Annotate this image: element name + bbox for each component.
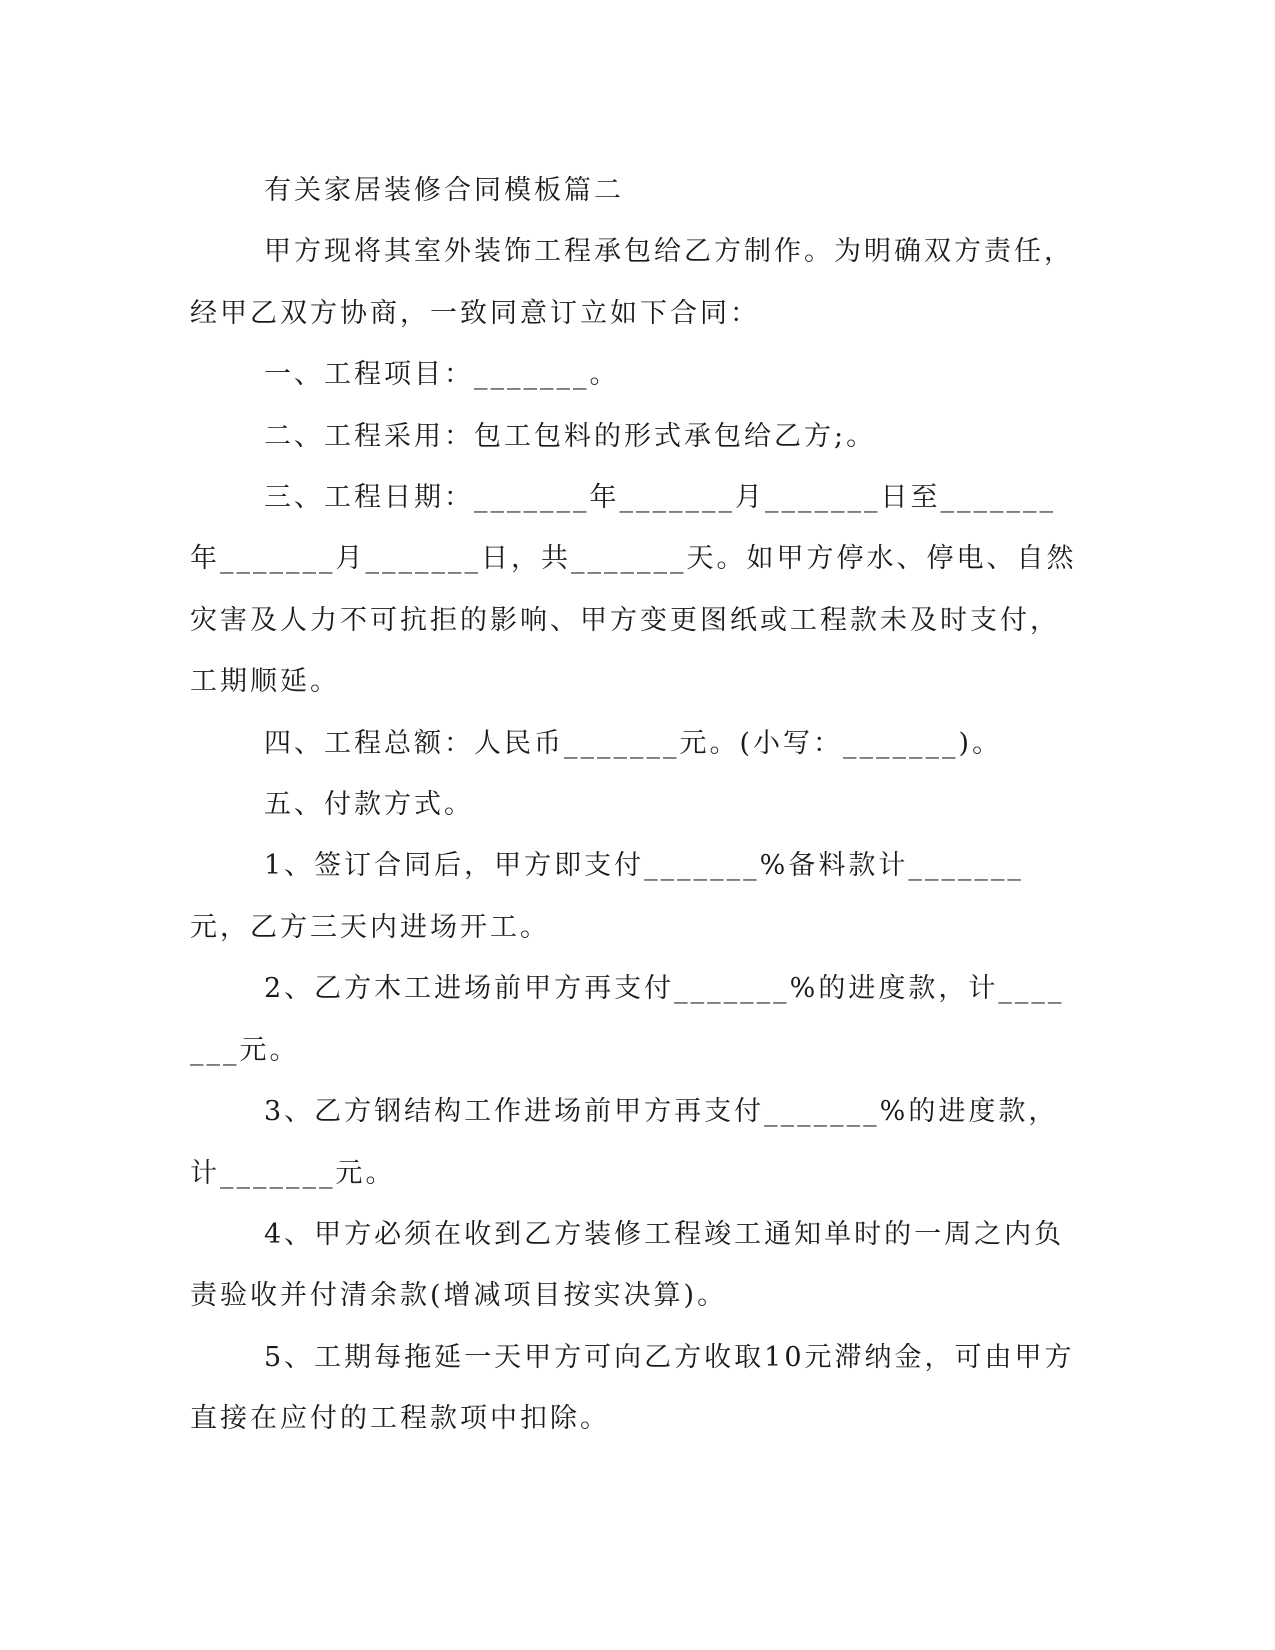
paragraph-payment-4: 4、甲方必须在收到乙方装修工程竣工通知单时的一周之内负责验收并付清余款(增减项目按实决算)。	[190, 1218, 1065, 1312]
paragraph-payment-1: 1、签订合同后，甲方即支付_______%备料款计_______元，乙方三天内进场开工。	[190, 850, 1024, 943]
paragraph-project: 一、工程项目：_______。	[264, 359, 620, 391]
paragraph-intro: 甲方现将其室外装饰工程承包给乙方制作。为明确双方责任，经甲乙双方协商，一致同意订立如下合同：	[190, 236, 1074, 329]
paragraph-schedule: 三、工程日期：_______年_______月_______日至_______年_______月_______日，共_______天。如甲方停水、停电、自然灾害及人力不可抗拒的影响、甲方变更图纸或工程款未及时支付，工期顺延。	[190, 482, 1077, 698]
paragraph-payment-2: 2、乙方木工进场前甲方再支付_______%的进度款，计_______元。	[190, 973, 1065, 1066]
paragraph-total: 四、工程总额：人民币_______元。(小写：_______)。	[264, 727, 1003, 759]
document-title: 有关家居装修合同模板篇二	[264, 175, 624, 206]
paragraph-payment-heading: 五、付款方式。	[264, 789, 474, 821]
paragraph-payment-5: 5、工期每拖延一天甲方可向乙方收取10元滞纳金，可由甲方直接在应付的工程款项中扣除。	[190, 1341, 1075, 1435]
document-body	[190, 160, 1080, 1450]
paragraph-method: 二、工程采用：包工包料的形式承包给乙方;。	[264, 420, 877, 452]
paragraph-payment-3: 3、乙方钢结构工作进场前甲方再支付_______%的进度款，计_______元。	[190, 1096, 1059, 1189]
